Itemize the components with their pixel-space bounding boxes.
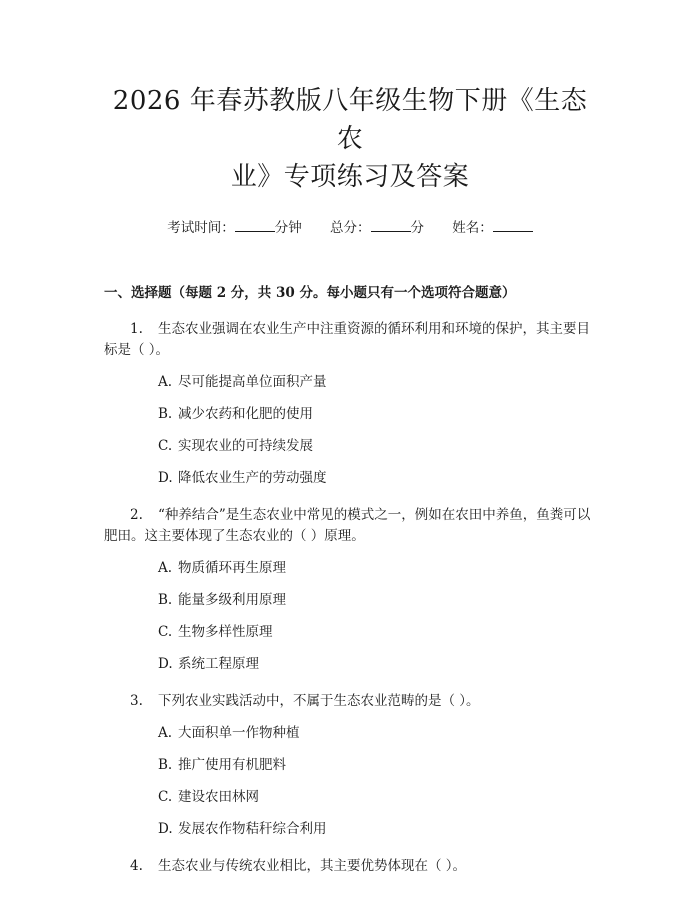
section-heading-multiple-choice: 一、选择题（每题 2 分，共 30 分。每小题只有一个选项符合题意）: [104, 285, 516, 301]
option-text: 推广使用有机肥料: [178, 757, 286, 773]
option-a: [104, 558, 596, 579]
question-3-options: [104, 723, 596, 840]
option-c: [104, 787, 596, 808]
question-number: 1.: [130, 321, 143, 337]
option-letter: C.: [158, 789, 173, 805]
exam-time-label: 考试时间：: [167, 220, 235, 236]
question-text: “种养结合”是生态农业中常见的模式之一，例如在农田中养鱼，鱼粪可: [158, 507, 577, 523]
option-text: 尽可能提高单位面积产量: [178, 374, 327, 390]
option-text: 物质循环再生原理: [178, 560, 286, 576]
total-score-label: 总分：: [330, 220, 371, 236]
option-text: 发展农作物秸秆综合利用: [178, 821, 327, 837]
option-c: [104, 622, 596, 643]
exam-time-unit: 分钟: [274, 220, 302, 236]
page-title: [104, 0, 596, 196]
option-d: [104, 819, 596, 840]
option-letter: B.: [158, 406, 173, 422]
total-score-unit: 分: [410, 220, 424, 236]
exam-info-row: [104, 218, 596, 238]
option-letter: D.: [158, 656, 173, 672]
option-letter: D.: [158, 470, 173, 486]
total-score-blank: [371, 219, 411, 232]
student-name-blank: [493, 219, 533, 232]
option-text: 生物多样性原理: [178, 624, 273, 640]
option-d: [104, 654, 596, 675]
option-a: [104, 372, 596, 393]
question-2-options: [104, 558, 596, 675]
question-3: [104, 691, 596, 712]
question-text: 生态农业与传统农业相比，其主要优势体现在（ ）。: [158, 858, 467, 874]
total-score-field: [330, 218, 424, 238]
option-letter: B.: [158, 592, 173, 608]
question-text: 下列农业实践活动中，不属于生态农业范畴的是（ ）。: [158, 693, 480, 709]
option-text: 减少农药和化肥的使用: [178, 406, 313, 422]
title-line-2: 业》专项练习及答案: [230, 162, 470, 192]
option-letter: A.: [158, 560, 173, 576]
option-text: 能量多级利用原理: [178, 592, 286, 608]
question-1-options: [104, 372, 596, 489]
question-text-continued: 标是（ ）。: [104, 342, 170, 358]
question-number: 3.: [130, 693, 143, 709]
option-d: [104, 468, 596, 489]
option-a: [104, 723, 596, 744]
question-number: 4.: [130, 858, 143, 874]
question-4: [104, 856, 596, 877]
question-2: [104, 505, 596, 547]
option-text: 降低农业生产的劳动强度: [178, 470, 327, 486]
question-text-continued: 以肥田。这主要体现了生态农业的（ ）原理。: [104, 507, 591, 544]
option-text: 大面积单一作物种植: [178, 725, 300, 741]
exam-time-blank: [235, 219, 275, 232]
option-letter: C.: [158, 438, 173, 454]
exam-time-field: [167, 218, 302, 238]
title-line-1: 2026 年春苏教版八年级生物下册《生态农: [112, 86, 588, 154]
option-text: 建设农田林网: [178, 789, 259, 805]
student-name-label: 姓名：: [452, 220, 493, 236]
student-name-field: [452, 218, 533, 238]
option-letter: A.: [158, 374, 173, 390]
option-letter: A.: [158, 725, 173, 741]
option-c: [104, 436, 596, 457]
option-letter: C.: [158, 624, 173, 640]
option-b: [104, 404, 596, 425]
option-text: 系统工程原理: [178, 656, 259, 672]
option-b: [104, 755, 596, 776]
option-text: 实现农业的可持续发展: [178, 438, 313, 454]
question-number: 2.: [130, 507, 143, 523]
option-letter: D.: [158, 821, 173, 837]
question-text: 生态农业强调在农业生产中注重资源的循环利用和环境的保护，其主要目: [158, 321, 590, 337]
option-b: [104, 590, 596, 611]
question-1: [104, 319, 596, 361]
option-letter: B.: [158, 757, 173, 773]
